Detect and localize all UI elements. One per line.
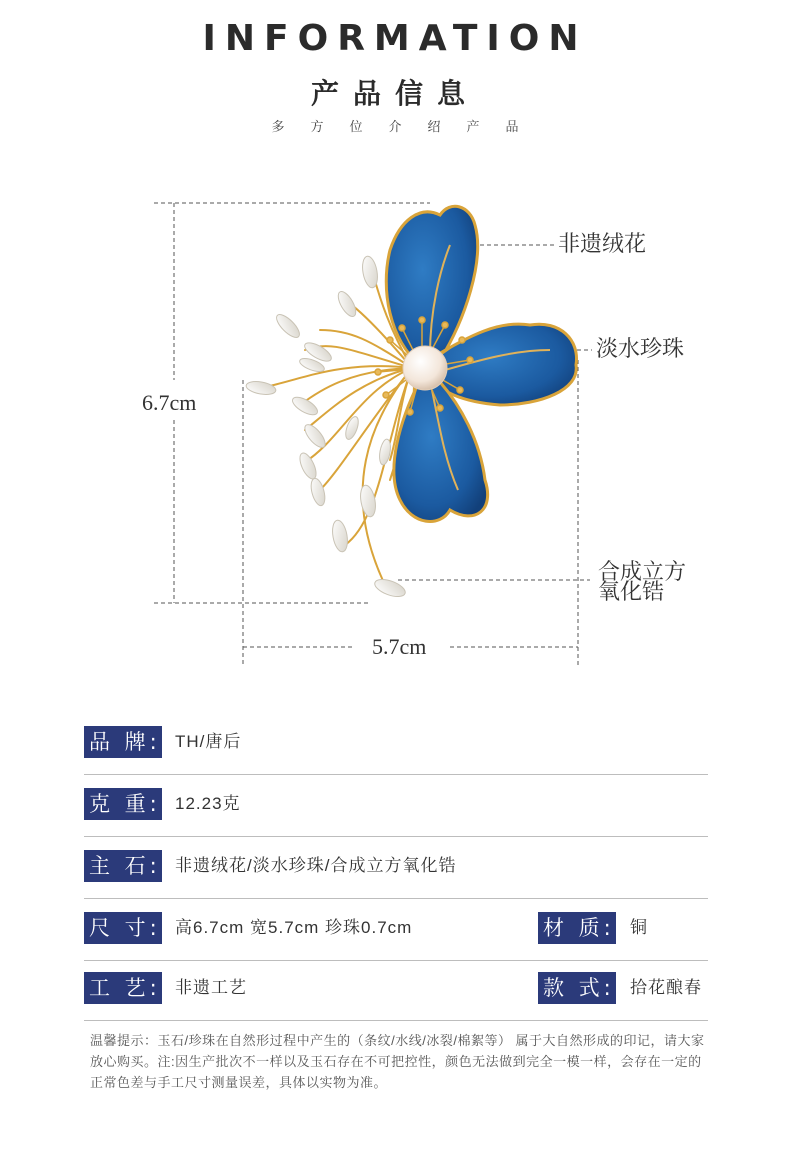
height-label: 6.7cm [142, 390, 197, 415]
spec-row-stone [84, 836, 708, 899]
disclaimer-note: 温馨提示：玉石/珍珠在自然形过程中产生的（条纹/水线/冰裂/棉絮等） 属于大自然形成的印记，请大家放心购买。注:因生产批次不一样以及玉石存在不可把控性，颜色无法做到完全一模一样，会存在一定的正常色差与手工尺寸测量误差，具体以实物为准。 [90, 1033, 705, 1090]
page-tagline: 多方位介绍产品 [271, 119, 545, 134]
callout-zirconia-line1: 合成立方 [598, 560, 687, 585]
material-badge: 材 质: [538, 912, 616, 944]
callout-zirconia-line2: 氧化锆 [598, 580, 665, 605]
size-badge: 尺 寸: [84, 912, 162, 944]
product-figure [140, 190, 720, 670]
callout-pearl: 淡水珍珠 [596, 337, 685, 362]
craft-badge: 工 艺: [84, 972, 162, 1004]
callout-velvet-flower: 非遗绒花 [558, 232, 647, 257]
spec-row-craft [84, 958, 708, 1021]
page-subtitle: 产品信息 [310, 77, 479, 110]
material-value: 铜 [630, 918, 648, 937]
style-badge: 款 式: [538, 972, 616, 1004]
size-value: 高6.7cm 宽5.7cm 珍珠0.7cm [175, 918, 413, 937]
brand-value: TH/唐后 [175, 732, 242, 751]
pearl [403, 346, 447, 390]
weight-value: 12.23克 [175, 794, 241, 813]
weight-badge: 克 重: [84, 788, 162, 820]
page-title: INFORMATION [202, 18, 588, 59]
spec-row-size [84, 898, 708, 961]
style-value: 拾花酿春 [630, 978, 702, 997]
spec-row-weight [84, 774, 708, 837]
stone-badge: 主 石: [84, 850, 162, 882]
stone-value: 非遗绒花/淡水珍珠/合成立方氧化锆 [175, 856, 457, 875]
spec-row-brand [84, 712, 708, 775]
brand-badge: 品 牌: [84, 726, 162, 758]
craft-value: 非遗工艺 [175, 978, 247, 997]
width-label: 5.7cm [372, 634, 427, 659]
